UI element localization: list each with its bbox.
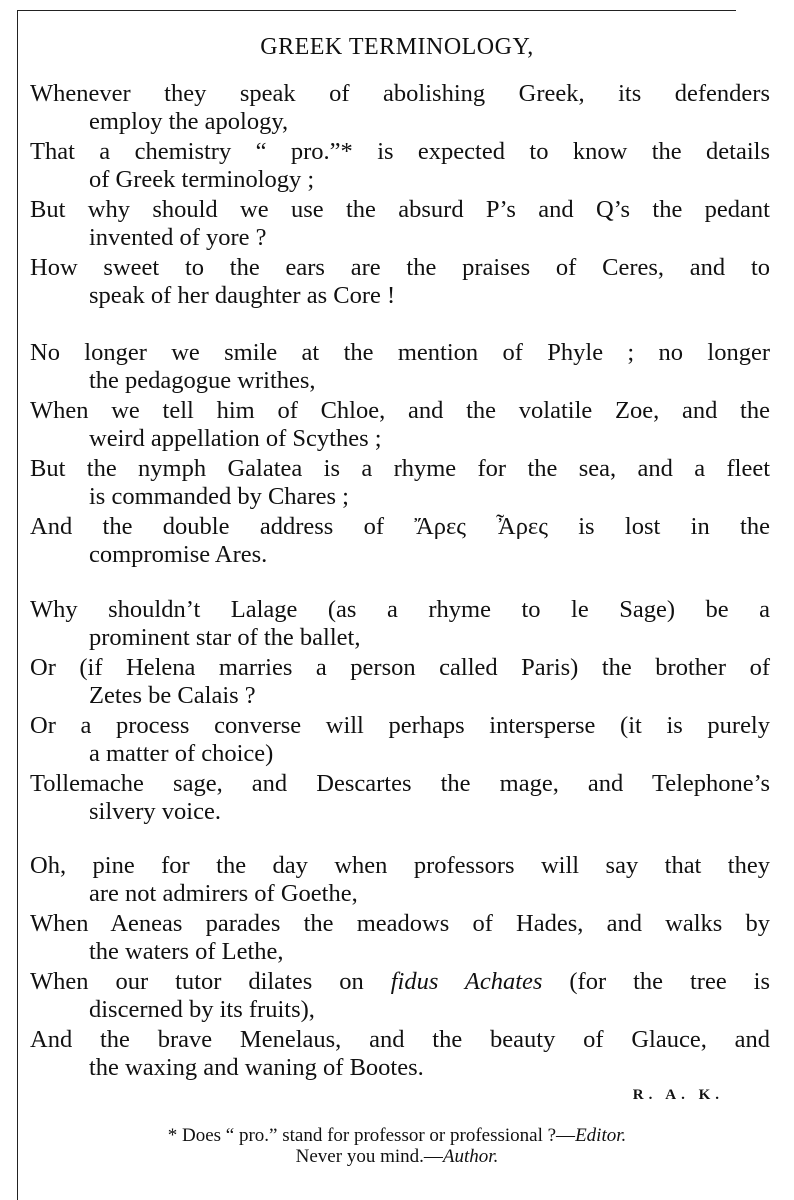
verse-line-first: But why should we use the absurd P’s and Q’s the pedant: [30, 196, 770, 223]
verse-line-continuation: prominent star of the ballet,: [89, 624, 361, 651]
verse-line-first: When our tutor dilates on fidus Achates (for the tree is: [30, 968, 771, 995]
left-margin-rule: [17, 10, 18, 1200]
verse-line: [30, 968, 770, 1024]
stanza-1: [30, 80, 770, 312]
verse-line-first: Or (if Helena marries a person called Paris) the brother of: [30, 654, 770, 681]
verse-line-continuation: the waxing and waning of Bootes.: [89, 1054, 424, 1081]
verse-line: [30, 80, 770, 136]
verse-line-first: That a chemistry “ pro.”* is expected to know the details: [30, 138, 770, 165]
verse-line: [30, 770, 770, 826]
verse-line: [30, 513, 770, 569]
verse-line-first: When Aeneas parades the meadows of Hades, and walks by: [30, 910, 770, 937]
verse-line: [30, 712, 770, 768]
verse-line: [30, 596, 770, 652]
verse-line-first: No longer we smile at the mention of Phyle ; no longer: [30, 339, 770, 366]
footnote-question: * Does “ pro.” stand for professor or professional ?—: [167, 1125, 576, 1146]
verse-line-first: But the nymph Galatea is a rhyme for the sea, and a fleet: [30, 455, 770, 482]
verse-line: [30, 254, 770, 310]
verse-line-first: How sweet to the ears are the praises of Ceres, and to: [30, 254, 770, 281]
footnote-attribution-author: Author.: [442, 1146, 499, 1167]
verse-line-continuation: invented of yore ?: [89, 224, 267, 251]
footnote-line-1: [0, 1125, 794, 1146]
verse-line: [30, 910, 770, 966]
verse-line-first: And the brave Menelaus, and the beauty of Glauce, and: [30, 1026, 770, 1053]
stanza-3: [30, 596, 770, 828]
footnote-attribution-editor: Editor.: [575, 1125, 627, 1146]
footnote: [0, 1125, 794, 1167]
author-signature: R. A. K.: [632, 1087, 724, 1103]
footnote-reply: Never you mind.—: [295, 1146, 443, 1167]
footnote-line-2: [0, 1146, 794, 1167]
verse-line-first: Oh, pine for the day when professors will say that they: [30, 852, 770, 879]
verse-line-continuation: a matter of choice): [89, 740, 274, 767]
verse-line-continuation: compromise Ares.: [89, 541, 268, 568]
verse-line-first: And the double address of Ἄρες Ἆρες is lost in the: [30, 513, 770, 540]
top-rule: [18, 10, 736, 11]
stanza-4: [30, 852, 770, 1084]
verse-line: [30, 852, 770, 908]
verse-line-continuation: Zetes be Calais ?: [89, 682, 256, 709]
verse-line: [30, 339, 770, 395]
verse-line-continuation: discerned by its fruits),: [89, 996, 315, 1023]
verse-line: [30, 1026, 770, 1082]
verse-line-first: Why shouldn’t Lalage (as a rhyme to le Sage) be a: [30, 596, 770, 623]
verse-line-first: Or a process converse will perhaps intersperse (it is purely: [30, 712, 770, 739]
verse-line-first: Whenever they speak of abolishing Greek, its defenders: [30, 80, 770, 107]
verse-line: [30, 138, 770, 194]
verse-line: [30, 654, 770, 710]
verse-line-continuation: the pedagogue writhes,: [89, 367, 316, 394]
verse-line-continuation: weird appellation of Scythes ;: [89, 425, 382, 452]
page-title: GREEK TERMINOLOGY,: [260, 34, 534, 60]
verse-line-continuation: are not admirers of Goethe,: [89, 880, 358, 907]
verse-line-continuation: speak of her daughter as Core !: [89, 282, 396, 309]
verse-line-continuation: of Greek terminology ;: [89, 166, 315, 193]
verse-line: [30, 455, 770, 511]
latin-phrase: fidus Achates: [390, 968, 543, 995]
verse-line: [30, 196, 770, 252]
verse-line-first: When we tell him of Chloe, and the volatile Zoe, and the: [30, 397, 770, 424]
verse-line-continuation: employ the apology,: [89, 108, 289, 135]
stanza-2: [30, 339, 770, 571]
verse-line: [30, 397, 770, 453]
verse-line-continuation: is commanded by Chares ;: [89, 483, 349, 510]
verse-line-continuation: the waters of Lethe,: [89, 938, 284, 965]
verse-line-continuation: silvery voice.: [89, 798, 221, 825]
verse-line-first: Tollemache sage, and Descartes the mage, and Telephone’s: [30, 770, 770, 797]
